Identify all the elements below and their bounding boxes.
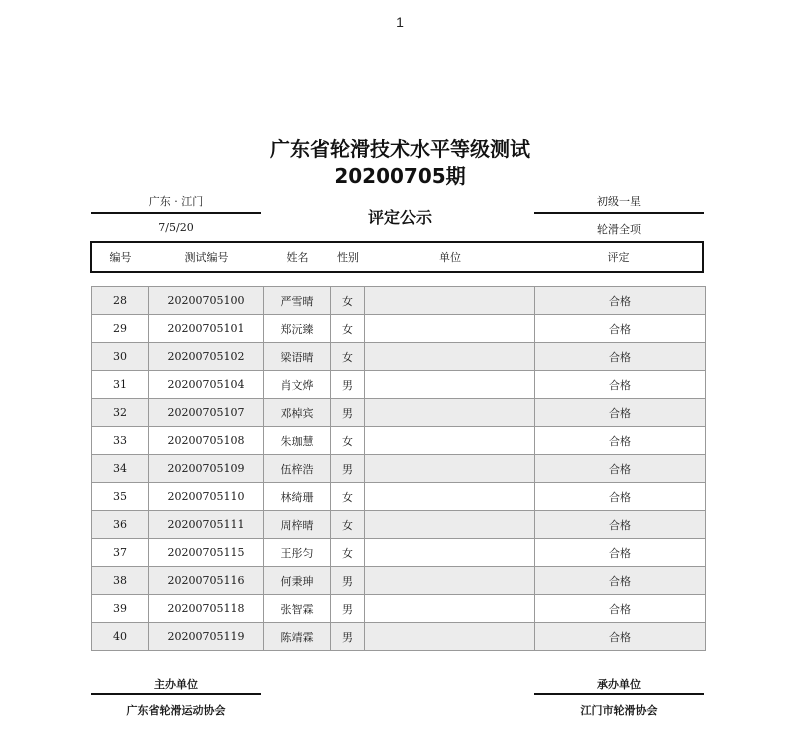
cell-result: 合格: [535, 539, 706, 567]
cell-name: 严雪晴: [264, 287, 331, 315]
cell-result: 合格: [535, 343, 706, 371]
right-divider: [534, 212, 704, 214]
cell-test-id: 20200705115: [149, 539, 264, 567]
cell-unit: [365, 595, 535, 623]
level-label: 初级一星: [597, 195, 641, 208]
cell-gender: 女: [331, 287, 365, 315]
date-label: 7/5/20: [158, 221, 194, 234]
cell-test-id: 20200705110: [149, 483, 264, 511]
document-period: 20200705期: [334, 164, 466, 188]
cell-name: 伍梓浩: [264, 455, 331, 483]
cell-name: 邓棹宾: [264, 399, 331, 427]
cell-result: 合格: [535, 595, 706, 623]
event-label: 轮滑全项: [597, 223, 641, 236]
cell-result: 合格: [535, 623, 706, 651]
cell-name: 梁语晴: [264, 343, 331, 371]
table-row: [92, 315, 706, 343]
cell-gender: 女: [331, 511, 365, 539]
cell-result: 合格: [535, 455, 706, 483]
cell-unit: [365, 623, 535, 651]
cell-gender: 男: [331, 455, 365, 483]
table-row: [92, 371, 706, 399]
col-header-test-id: 测试编号: [184, 251, 229, 264]
cell-name: 郑沅臻: [264, 315, 331, 343]
cell-unit: [365, 343, 535, 371]
cell-no: 33: [92, 427, 149, 455]
document-title: 广东省轮滑技术水平等级测试: [270, 137, 530, 161]
cell-name: 肖文烨: [264, 371, 331, 399]
col-header-unit: 单位: [439, 251, 461, 264]
cell-test-id: 20200705101: [149, 315, 264, 343]
cell-unit: [365, 511, 535, 539]
col-header-gender: 性别: [337, 251, 359, 264]
cell-gender: 女: [331, 343, 365, 371]
cell-no: 31: [92, 371, 149, 399]
cell-result: 合格: [535, 399, 706, 427]
cell-result: 合格: [535, 371, 706, 399]
col-header-no: 编号: [109, 251, 132, 264]
cell-result: 合格: [535, 315, 706, 343]
cell-name: 张智霖: [264, 595, 331, 623]
cell-no: 29: [92, 315, 149, 343]
cell-test-id: 20200705104: [149, 371, 264, 399]
cell-test-id: 20200705100: [149, 287, 264, 315]
host-divider: [91, 693, 261, 695]
cell-test-id: 20200705109: [149, 455, 264, 483]
cell-unit: [365, 427, 535, 455]
cell-result: 合格: [535, 567, 706, 595]
cell-unit: [365, 371, 535, 399]
organizer-label: 承办单位: [597, 678, 641, 691]
table-row: [92, 511, 706, 539]
cell-unit: [365, 455, 535, 483]
cell-name: 何秉珅: [264, 567, 331, 595]
cell-gender: 男: [331, 595, 365, 623]
col-header-name: 姓名: [286, 251, 309, 264]
cell-no: 32: [92, 399, 149, 427]
cell-gender: 女: [331, 483, 365, 511]
left-divider: [91, 212, 261, 214]
cell-test-id: 20200705102: [149, 343, 264, 371]
organizer-divider: [534, 693, 704, 695]
table-row: [92, 287, 706, 315]
cell-result: 合格: [535, 511, 706, 539]
table-row: [92, 567, 706, 595]
cell-name: 林绮珊: [264, 483, 331, 511]
cell-test-id: 20200705111: [149, 511, 264, 539]
cell-test-id: 20200705108: [149, 427, 264, 455]
document-subtitle: 评定公示: [367, 208, 432, 227]
cell-no: 28: [92, 287, 149, 315]
cell-unit: [365, 287, 535, 315]
cell-gender: 男: [331, 567, 365, 595]
col-header-result: 评定: [607, 251, 630, 264]
table-header: [90, 241, 704, 273]
cell-no: 37: [92, 539, 149, 567]
table-row: [92, 623, 706, 651]
table-row: [92, 483, 706, 511]
page-number: 1: [396, 14, 404, 30]
cell-no: 34: [92, 455, 149, 483]
cell-name: 王彤匀: [264, 539, 331, 567]
table-row: [92, 595, 706, 623]
cell-no: 40: [92, 623, 149, 651]
cell-gender: 男: [331, 399, 365, 427]
cell-test-id: 20200705119: [149, 623, 264, 651]
cell-gender: 女: [331, 539, 365, 567]
cell-result: 合格: [535, 427, 706, 455]
cell-no: 39: [92, 595, 149, 623]
cell-unit: [365, 483, 535, 511]
table-row: [92, 455, 706, 483]
cell-unit: [365, 539, 535, 567]
cell-gender: 女: [331, 427, 365, 455]
cell-no: 36: [92, 511, 149, 539]
cell-no: 35: [92, 483, 149, 511]
organizer-name: 江门市轮滑协会: [580, 704, 658, 717]
host-label: 主办单位: [154, 678, 198, 691]
host-name: 广东省轮滑运动协会: [126, 704, 226, 717]
cell-name: 周梓晴: [264, 511, 331, 539]
cell-unit: [365, 315, 535, 343]
cell-result: 合格: [535, 483, 706, 511]
table-row: [92, 399, 706, 427]
cell-test-id: 20200705116: [149, 567, 264, 595]
cell-result: 合格: [535, 287, 706, 315]
cell-name: 朱珈慧: [264, 427, 331, 455]
table-row: [92, 343, 706, 371]
table-row: [92, 539, 706, 567]
cell-no: 38: [92, 567, 149, 595]
cell-gender: 男: [331, 623, 365, 651]
cell-unit: [365, 567, 535, 595]
cell-test-id: 20200705118: [149, 595, 264, 623]
results-table: [91, 286, 706, 651]
cell-gender: 男: [331, 371, 365, 399]
cell-gender: 女: [331, 315, 365, 343]
cell-unit: [365, 399, 535, 427]
location-label: 广东 · 江门: [148, 195, 204, 208]
cell-test-id: 20200705107: [149, 399, 264, 427]
cell-no: 30: [92, 343, 149, 371]
table-row: [92, 427, 706, 455]
cell-name: 陈靖霖: [264, 623, 331, 651]
